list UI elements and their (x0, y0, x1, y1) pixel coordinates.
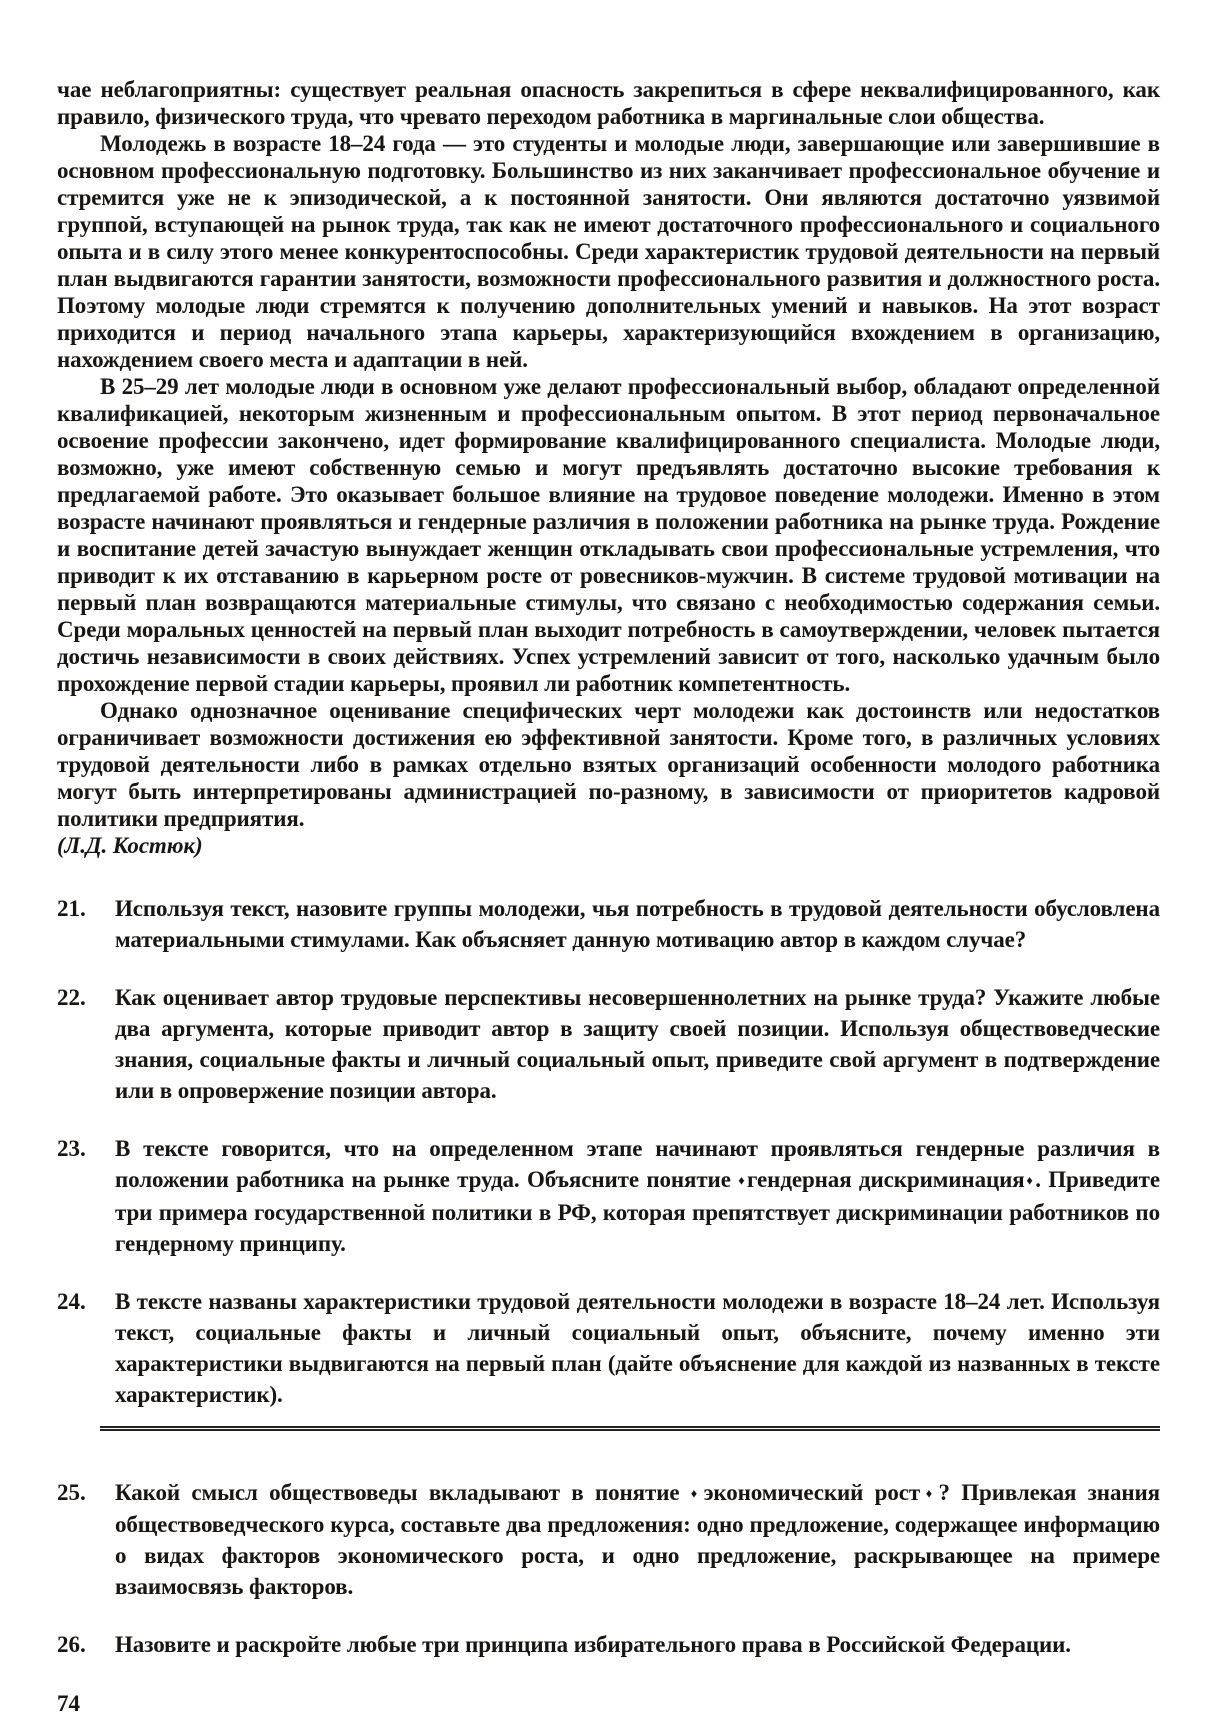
question-item (57, 1286, 1160, 1410)
question-number: 24. (57, 1288, 86, 1314)
question-number: 21. (57, 896, 86, 921)
quote-diamond-mark: ♦ (738, 1173, 748, 1188)
passage-paragraph: Молодежь в возрасте 18–24 года — это студенты и молодые люди, завершающие или завершившие в основном профессиональную подготовку. Большинство из них заканчивает профессиональное обучение и стремится уже не к эпизодической, а к постоянной занятости. Они являются достаточно уязвимой группой, вступающей на рынок труда, так как не имеют достаточного профессионального и социального опыта и в силу этого менее конкурентоспособны. Среди характеристик трудовой деятельности на первый план выдвигаются гарантии занятости, возможности профессионального развития и должностного роста. Поэтому молодые люди стремятся к получению дополнительных умений и навыков. На этот возраст приходится и период начального этапа карьеры, характеризующийся вхождением в организацию, нахождением своего места и адаптации в ней. (57, 131, 1160, 372)
passage-paragraph: В 25–29 лет молодые люди в основном уже делают профессиональный выбор, обладают определенной квалификацией, некоторым жизненным и профессиональным опытом. В этот период первоначальное освоение профессии закончено, идет формирование квалифицированного специалиста. Молодые люди, возможно, уже имеют собственную семью и могут предъявлять достаточно высокие требования к предлагаемой работе. Это оказывает большое влияние на трудовое поведение молодежи. Именно в этом возрасте начинают проявляться и гендерные различия в положении работника на рынке труда. Рождение и воспитание детей зачастую вынуждает женщин откладывать свои профессиональные устремления, что приводит к их отставанию в карьерном росте от ровесников-мужчин. В системе трудовой мотивации на первый план возвращаются материальные стимулы, что связано с необходимостью содержания семьи. Среди моральных ценностей на первый план выходит потребность в самоутверждении, человек пытается достичь независимости в своих действиях. Успех устремлений зависит от того, насколько удачным было прохождение первой стадии карьеры, проявил ли работник компетентность. (57, 374, 1160, 696)
questions-block-25-26 (57, 1477, 1160, 1661)
question-item (57, 1133, 1160, 1259)
page-number: 74 (57, 1691, 80, 1717)
question-text: Какой смысл обществоведы вкладывают в понятие ♦экономический рост♦? Привлекая знания обществоведческого курса, составьте два предложения: одно предложение, содержащее информацию о видах факторов экономического роста, и одно предложение, раскрывающее на примере взаимосвязь факторов. (115, 1479, 1160, 1600)
question-number: 22. (57, 985, 86, 1010)
quote-diamond-mark: ♦ (1024, 1173, 1036, 1188)
question-item (57, 1629, 1160, 1660)
question-item (57, 893, 1160, 955)
questions-block-21-24 (57, 893, 1160, 1410)
passage-paragraphs (57, 76, 1160, 832)
passage-paragraph: Однако однозначное оценивание специфических черт молодежи как достоинств или недостатков ограничивает возможности достижения ею эффективной занятости. Кроме того, в различных условиях трудовой деятельности либо в рамках отдельно взятых организаций особенности молодого работника могут быть интерпретированы администрацией по-разному, в зависимости от приоритетов кадровой политики предприятия. (57, 698, 1160, 831)
question-number: 26. (57, 1632, 86, 1658)
question-text: В тексте говорится, что на определенном этапе начинают проявляться гендерные различия в положении работника на рынке труда. Объясните понятие ♦гендерная дискриминация♦. Приведите три примера государственной политики в РФ, которая препятствует дискриминации работников по гендерному принципу. (115, 1136, 1160, 1256)
question-text: Назовите и раскройте любые три принципа избирательного права в Российской Федерации. (115, 1632, 1071, 1658)
question-item (57, 1477, 1160, 1603)
question-number: 23. (57, 1136, 86, 1161)
question-number: 25. (57, 1479, 86, 1505)
passage-paragraph: чае неблагоприятны: существует реальная опасность закрепиться в сфере неквалифицированного, как правило, физического труда, что чревато переходом работника в маргинальные слои общества. (57, 77, 1160, 129)
question-text: Используя текст, назовите группы молодежи, чья потребность в трудовой деятельности обусловлена материальными стимулами. Как объясняет данную мотивацию автор в каждом случае? (115, 896, 1160, 952)
section-divider (100, 1426, 1160, 1431)
reading-passage (57, 76, 1160, 859)
quote-diamond-mark: ♦ (920, 1486, 939, 1501)
quote-diamond-mark: ♦ (690, 1486, 704, 1501)
author-attribution: (Л.Д. Костюк) (57, 833, 203, 858)
question-text: В тексте названы характеристики трудовой деятельности молодежи в возрасте 18–24 лет. Используя текст, социальные факты и личный социальный опыт, объясните, почему именно эти характеристики выдвигаются на первый план (дайте объяснение для каждой из названных в тексте характеристик). (115, 1288, 1160, 1407)
question-item (57, 982, 1160, 1106)
question-text: Как оценивает автор трудовые перспективы несовершеннолетних на рынке труда? Укажите любые два аргумента, которые приводит автор в защиту своей позиции. Используя обществоведческие знания, социальные факты и личный социальный опыт, приведите свой аргумент в подтверждение или в опровержение позиции автора. (115, 985, 1160, 1103)
